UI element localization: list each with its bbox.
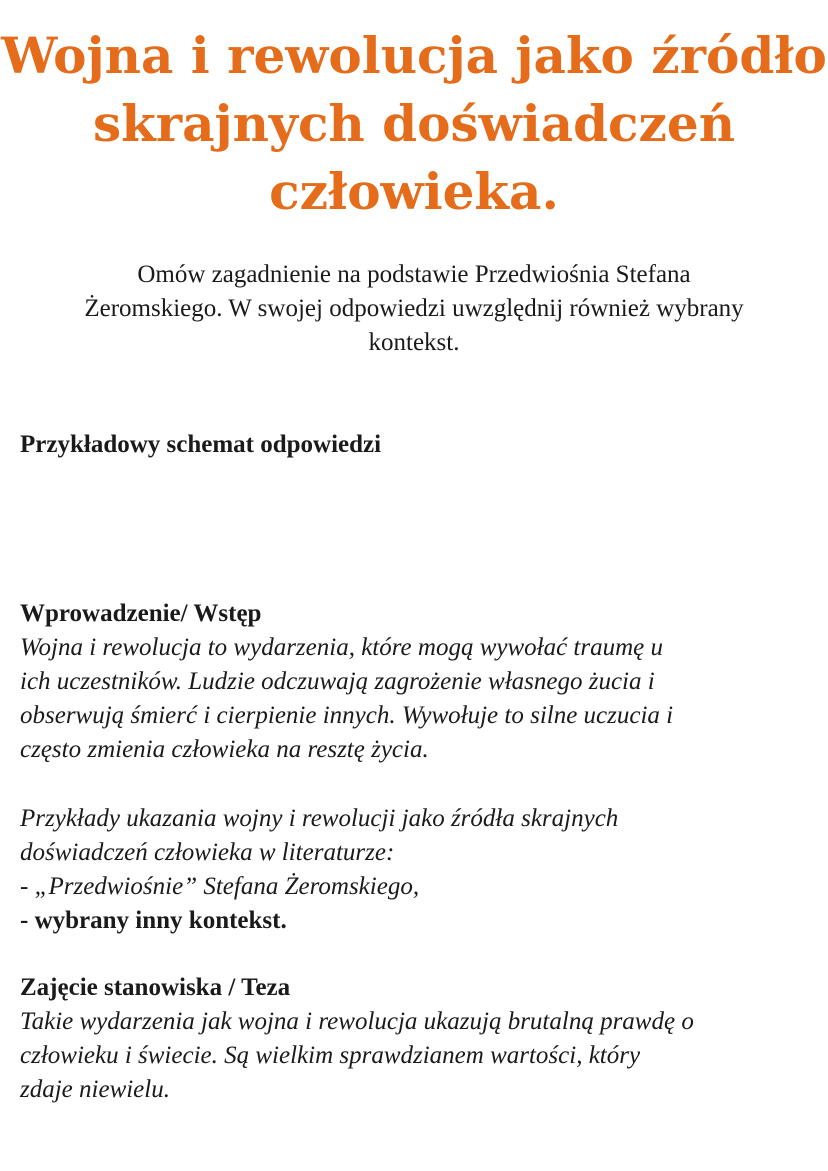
intro-heading: Wprowadzenie/ Wstęp xyxy=(20,600,262,627)
examples-line: Przykłady ukazania wojny i rewolucji jako źródła skrajnych xyxy=(20,805,619,832)
prompt-line: Omów zagadnienie na podstawie Przedwiośnia Stefana xyxy=(137,261,691,288)
page-title xyxy=(0,22,828,226)
schema-heading: Przykładowy schemat odpowiedzi xyxy=(20,431,382,458)
examples-section xyxy=(20,802,820,938)
task-prompt xyxy=(10,258,818,360)
thesis-heading: Zajęcie stanowiska / Teza xyxy=(20,974,291,1001)
title-line: Wojna i rewolucja jako źródło xyxy=(1,26,827,85)
thesis-line: zdaje niewielu. xyxy=(20,1076,170,1103)
title-line: człowieka. xyxy=(269,162,559,221)
thesis-line: człowieku i świecie. Są wielkim sprawdzianem wartości, który xyxy=(20,1042,641,1069)
prompt-line: Żeromskiego. W swojej odpowiedzi uwzględnij również wybrany xyxy=(84,295,744,322)
intro-line: ich uczestników. Ludzie odczuwają zagrożenie własnego żucia i xyxy=(20,668,655,695)
intro-section xyxy=(20,597,820,767)
thesis-line: Takie wydarzenia jak wojna i rewolucja ukazują brutalną prawdę o xyxy=(20,1008,694,1035)
example-item-text: „Przedwiośnie” Stefana Żeromskiego, xyxy=(34,873,420,900)
examples-line: doświadczeń człowieka w literaturze: xyxy=(20,839,395,866)
intro-line: często zmienia człowieka na resztę życia. xyxy=(20,736,429,763)
thesis-section xyxy=(20,971,820,1107)
prompt-line: kontekst. xyxy=(368,329,460,356)
intro-line: obserwują śmierć i cierpienie innych. Wywołuje to silne uczucia i xyxy=(20,702,674,729)
example-item-other-context: - wybrany inny kontekst. xyxy=(20,907,287,934)
intro-line: Wojna i rewolucja to wydarzenia, które mogą wywołać traumę u xyxy=(20,634,664,661)
example-item-przedwiosnie xyxy=(20,870,820,904)
title-line: skrajnych doświadczeń xyxy=(92,94,736,153)
list-dash: - xyxy=(20,873,35,900)
